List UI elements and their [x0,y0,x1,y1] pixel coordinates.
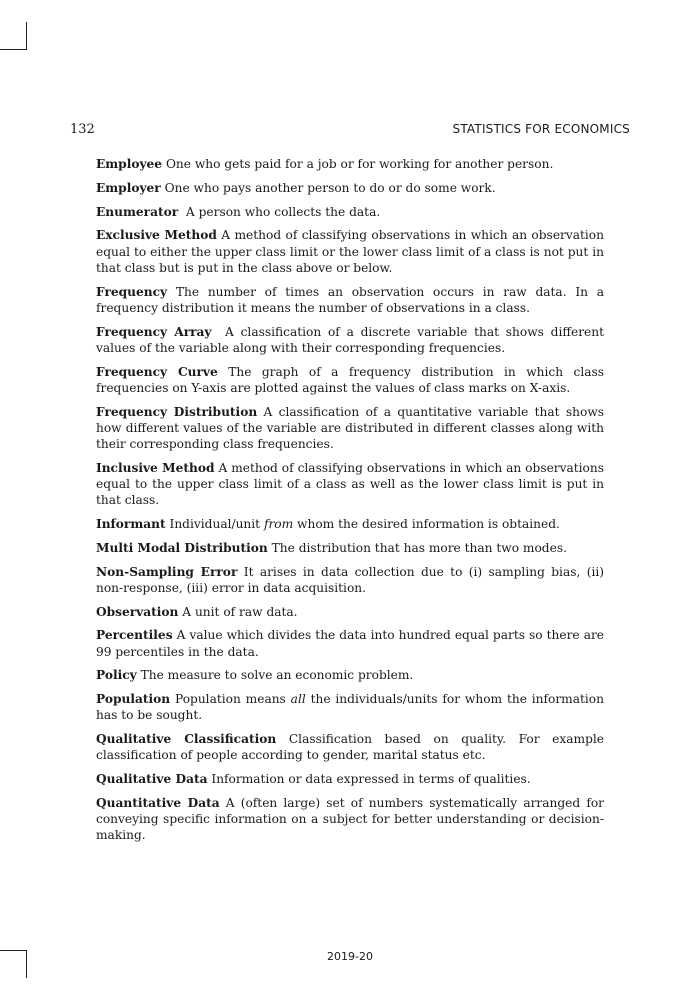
glossary-term: Enumerator [96,204,179,219]
glossary-term: Employer [96,180,161,195]
glossary-term: Non-Sampling Error [96,564,238,579]
glossary-definition-emphasis: from [263,517,294,531]
glossary-entry-frequency-curve [96,364,604,396]
glossary-term: Inclusive Method [96,460,215,475]
glossary-definition: A value which divides the data into hundred equal parts so there are 99 percentiles in the data. [96,628,604,659]
glossary-entry-qualitative-classification [96,731,604,763]
glossary-term: Frequency Array [96,324,212,339]
glossary-definition: The number of times an observation occurs in raw data. In a frequency distribution it means the number of observations in a class. [96,284,605,315]
glossary-term: Frequency Curve [96,364,218,379]
running-head: STATISTICS FOR ECONOMICS [452,122,630,136]
glossary-definition: A (often large) set of numbers systematically arranged for conveying specific information on a subject for better understanding or decision-making. [96,795,604,843]
glossary-entry-qualitative-data [96,771,604,787]
glossary-entry-quantitative-data [96,795,604,844]
glossary-entry-frequency [96,284,604,316]
crop-mark-top-horizontal [0,49,26,50]
glossary-definition: A method of classifying observations in which an observation equal to either the upper class limit or the lower class limit of a class is not put in that class but is put in the class above or below. [96,228,604,275]
glossary-entry-population [96,691,604,723]
glossary-definition: Information or data expressed in terms of qualities. [211,772,531,787]
glossary-definition-start: Individual/unit [169,517,264,531]
glossary-entry-percentiles [96,627,604,659]
glossary-definition-end: the individuals/units for whom the information has to be sought. [96,692,604,723]
glossary-definition: It arises in data collection due to (i) sampling bias, (ii) non-response, (iii) error in data acquisition. [96,564,605,595]
glossary-definition-start: Population means [174,692,291,707]
crop-mark-top-vertical [26,22,27,50]
glossary-entry-policy [96,667,604,683]
glossary-entry-frequency-distribution [96,404,604,453]
glossary-entry-employee [96,156,604,172]
glossary-definition: A person who collects the data. [185,204,381,219]
glossary-term: Policy [96,668,137,683]
glossary-entry-frequency-array [96,324,604,356]
glossary-definition: A unit of raw data. [182,604,298,619]
glossary-entry-exclusive-method [96,227,604,276]
glossary-term: Quantitative Data [96,795,220,810]
glossary-term: Employee [96,157,163,171]
glossary-term: Exclusive Method [96,228,217,243]
glossary-definition: Classification based on quality. For example classification of people according to gender, marital status etc. [96,732,604,763]
glossary-term: Observation [96,604,179,619]
page-number: 132 [70,122,95,137]
glossary-term: Qualitative Data [96,772,208,787]
glossary-definition: One who pays another person to do or do some work. [164,180,496,195]
glossary-term: Population [96,692,171,707]
glossary-entry-observation [96,604,604,620]
glossary-entry-employer [96,180,604,196]
glossary-entry-enumerator [96,204,604,220]
glossary-term: Frequency [96,284,168,299]
glossary-entry-informant [96,516,604,532]
glossary-definition: A classification of a discrete variable that shows different values of the variable along with their corresponding frequencies. [96,324,604,355]
glossary-definition-end: whom the desired information is obtained. [293,517,560,531]
glossary-definition-emphasis: all [290,692,306,707]
glossary-entry-non-sampling-error [96,564,604,596]
glossary-term: Qualitative Classification [96,732,277,747]
glossary-definition: A method of classifying observations in which an observations equal to the upper class limit of a class as well as the lower class limit is put in that class. [96,460,604,508]
footer-year: 2019-20 [327,950,373,963]
glossary-term: Informant [96,517,166,531]
glossary-term: Frequency Distribution [96,404,258,419]
glossary-definition: A classification of a quantitative variable that shows how different values of the variable are distributed in different classes along with their corresponding class frequencies. [96,404,605,451]
glossary-entry-multi-modal-distribution [96,540,604,556]
glossary-term: Percentiles [96,628,173,643]
glossary-list [96,156,604,851]
glossary-definition: One who gets paid for a job or for working for another person. [165,157,554,171]
glossary-entry-inclusive-method [96,460,604,509]
glossary-definition: The graph of a frequency distribution in which class frequencies on Y-axis are plotted against the values of class marks on X-axis. [96,364,605,395]
glossary-term: Multi Modal Distribution [96,540,268,555]
glossary-definition: The distribution that has more than two modes. [271,540,567,555]
glossary-definition: The measure to solve an economic problem. [140,668,414,683]
